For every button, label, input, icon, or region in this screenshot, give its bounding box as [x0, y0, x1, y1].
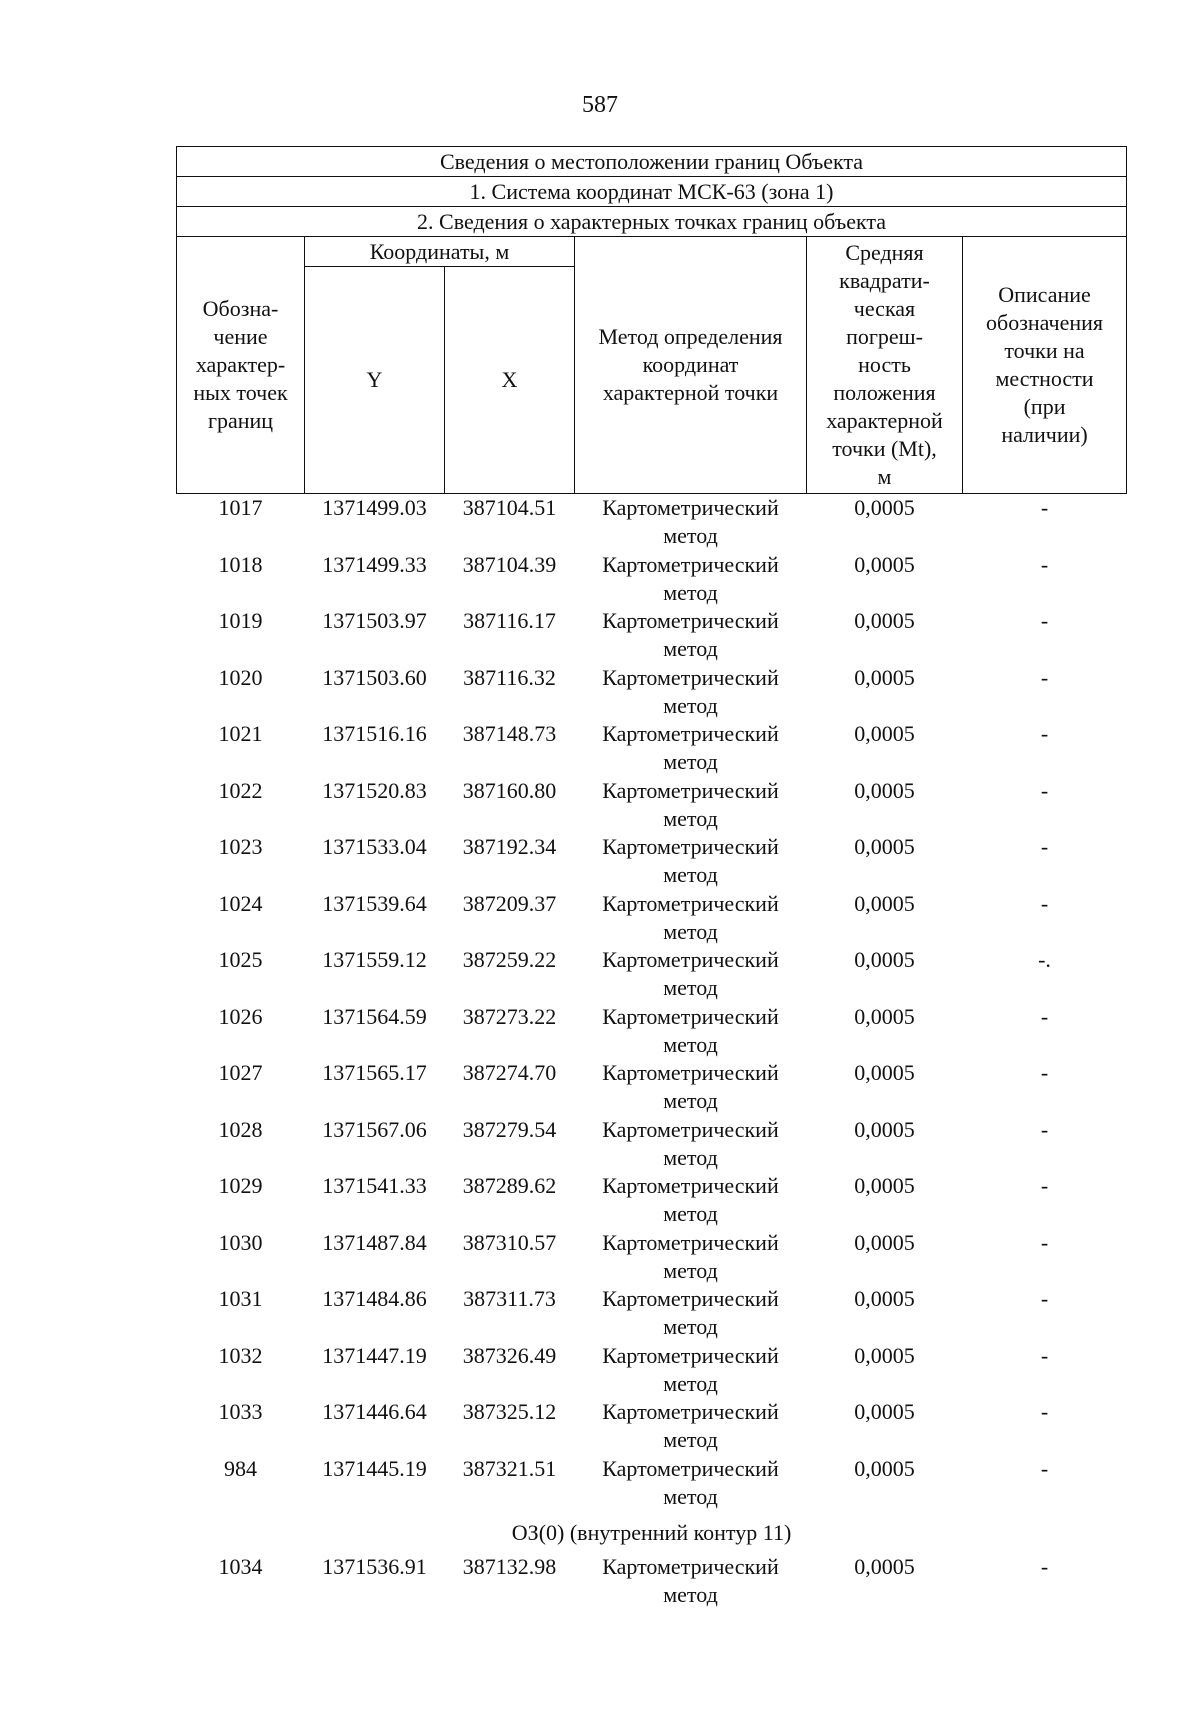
method — [575, 551, 807, 608]
method-line-2: метод — [663, 918, 718, 944]
coord-x: 387325.12 — [462, 1399, 557, 1424]
table-row — [177, 1398, 1127, 1455]
coord-x: 387104.51 — [462, 495, 557, 520]
coordinate-system: 1. Система координат МСК-63 (зона 1) — [177, 177, 1127, 207]
coord-y: 1371447.19 — [322, 1342, 427, 1368]
table-row — [177, 1229, 1127, 1286]
header-line: квадрати- — [839, 268, 930, 293]
mt-error: 0,0005 — [854, 1003, 915, 1029]
coord-x: 387274.70 — [462, 1060, 557, 1085]
coord-x: 387273.22 — [462, 1003, 557, 1029]
method — [575, 1455, 807, 1512]
coord-x: 387148.73 — [462, 721, 557, 746]
table-row — [177, 664, 1127, 721]
header-line: характерной — [826, 408, 943, 433]
method-line-1: Картометрический — [602, 1060, 779, 1085]
method — [575, 890, 807, 947]
method-line-1: Картометрический — [602, 834, 779, 859]
table-row — [177, 890, 1127, 947]
method — [575, 1285, 807, 1342]
coord-y: 1371516.16 — [322, 721, 427, 746]
method — [575, 1229, 807, 1286]
table-row — [177, 551, 1127, 608]
coord-y: 1371559.12 — [322, 947, 427, 972]
method-line-2: метод — [663, 692, 718, 718]
mt-error: 0,0005 — [854, 890, 915, 916]
table-row — [177, 1003, 1127, 1060]
coord-x: 387116.17 — [463, 608, 556, 633]
method — [575, 833, 807, 890]
mt-error: 0,0005 — [854, 947, 915, 972]
coord-y: 1371565.17 — [322, 1060, 427, 1085]
header-description — [963, 237, 1127, 494]
method-line-2: метод — [663, 975, 718, 1000]
method-line-2: метод — [663, 1582, 718, 1607]
mt-error: 0,0005 — [854, 1399, 915, 1424]
coord-x: 387132.98 — [462, 1554, 557, 1579]
coord-y: 1371539.64 — [322, 890, 427, 916]
table-title: Сведения о местоположении границ Объекта — [177, 147, 1127, 177]
mt-error: 0,0005 — [854, 1554, 915, 1579]
point-id: 1032 — [218, 1342, 263, 1368]
coord-x: 387279.54 — [462, 1116, 557, 1142]
method — [575, 664, 807, 721]
mt-error: 0,0005 — [854, 608, 915, 633]
method-line-2: метод — [663, 749, 718, 774]
mt-error: 0,0005 — [854, 1286, 915, 1311]
coord-y: 1371487.84 — [322, 1229, 427, 1255]
point-id: 1019 — [218, 608, 263, 633]
coord-y: 1371445.19 — [322, 1455, 427, 1481]
point-description: - — [1040, 608, 1049, 633]
point-description: - — [1040, 890, 1049, 916]
method-line-2: метод — [663, 1427, 718, 1452]
point-description: - — [1040, 834, 1049, 859]
method-line-2: метод — [663, 636, 718, 661]
method-line-2: метод — [663, 523, 718, 548]
mt-error: 0,0005 — [854, 1173, 915, 1198]
header-line: Обозна- — [202, 296, 279, 321]
table-row — [177, 1059, 1127, 1116]
point-id: 984 — [224, 1455, 257, 1481]
header-y: Y — [305, 267, 445, 494]
point-description: - — [1040, 1229, 1049, 1255]
point-id: 1033 — [218, 1399, 263, 1424]
point-id: 1029 — [218, 1173, 263, 1198]
method — [575, 777, 807, 834]
header-line: погреш- — [846, 324, 923, 349]
subsection-body — [177, 1511, 1127, 1553]
point-description: - — [1040, 664, 1049, 690]
table-row — [177, 1116, 1127, 1173]
coord-x: 387310.57 — [462, 1229, 557, 1255]
coord-y: 1371564.59 — [322, 1003, 427, 1029]
mt-error: 0,0005 — [854, 721, 915, 746]
point-description: - — [1040, 1173, 1049, 1198]
method — [575, 607, 807, 664]
point-id: 1023 — [218, 834, 263, 859]
coord-x: 387192.34 — [462, 834, 557, 859]
header-line: точки (Mt), — [832, 436, 937, 461]
header-line: характерной точки — [602, 380, 779, 405]
mt-error: 0,0005 — [854, 551, 915, 577]
method-line-1: Картометрический — [602, 1455, 779, 1481]
method-line-1: Картометрический — [602, 608, 779, 633]
method-line-2: метод — [663, 805, 718, 831]
point-description: - — [1040, 777, 1049, 803]
mt-error: 0,0005 — [854, 1455, 915, 1481]
method-line-1: Картометрический — [602, 1173, 779, 1198]
method-line-1: Картометрический — [602, 777, 779, 803]
header-designation — [177, 237, 305, 494]
method-line-1: Картометрический — [602, 721, 779, 746]
point-description: - — [1040, 1286, 1049, 1311]
table-row — [177, 720, 1127, 777]
method-line-2: метод — [663, 1144, 718, 1170]
method-line-2: метод — [663, 862, 718, 887]
coord-x: 387311.73 — [463, 1286, 556, 1311]
coord-x: 387326.49 — [462, 1342, 557, 1368]
method-line-2: метод — [663, 1031, 718, 1057]
header-line: Описание — [998, 282, 1091, 307]
coord-x: 387289.62 — [462, 1173, 557, 1198]
coord-y: 1371533.04 — [322, 834, 427, 859]
header-line: Средняя — [845, 240, 924, 265]
table-row — [177, 1285, 1127, 1342]
coord-x: 387104.39 — [462, 551, 557, 577]
method-line-2: метод — [663, 1314, 718, 1339]
section-title: 2. Сведения о характерных точках границ объекта — [177, 207, 1127, 237]
method — [575, 1398, 807, 1455]
method — [575, 1116, 807, 1173]
point-id: 1025 — [218, 947, 263, 972]
method-line-1: Картометрический — [602, 947, 779, 972]
mt-error: 0,0005 — [854, 664, 915, 690]
point-id: 1031 — [218, 1286, 263, 1311]
header-line: точки на — [1004, 338, 1085, 363]
header-line: ных точек — [193, 380, 288, 405]
method-line-2: метод — [663, 1370, 718, 1396]
coord-y: 1371541.33 — [322, 1173, 427, 1198]
point-id: 1024 — [218, 890, 263, 916]
method — [575, 946, 807, 1003]
header-error — [807, 237, 963, 494]
point-id: 1017 — [218, 495, 263, 520]
method-line-1: Картометрический — [602, 1342, 779, 1368]
method — [575, 494, 807, 551]
point-description: - — [1040, 551, 1049, 577]
method-line-1: Картометрический — [602, 1003, 779, 1029]
coord-y: 1371499.33 — [322, 551, 427, 577]
table-row — [177, 946, 1127, 1003]
header-line: характер- — [195, 352, 286, 377]
point-id: 1021 — [218, 721, 263, 746]
method-line-1: Картометрический — [602, 1399, 779, 1424]
coord-y: 1371503.60 — [322, 664, 427, 690]
method-line-1: Картометрический — [602, 1286, 779, 1311]
coord-y: 1371446.64 — [322, 1399, 427, 1424]
point-id: 1034 — [218, 1554, 263, 1579]
method-line-1: Картометрический — [602, 664, 779, 690]
header-line: местности — [995, 366, 1094, 391]
header-line: ность — [858, 352, 911, 377]
point-description: - — [1040, 1554, 1049, 1579]
table-header — [177, 147, 1127, 494]
method — [575, 1172, 807, 1229]
method — [575, 1003, 807, 1060]
method-line-2: метод — [663, 1201, 718, 1226]
table-body-after — [177, 1553, 1127, 1610]
table-row — [177, 607, 1127, 664]
header-line: м — [877, 464, 892, 489]
coord-y: 1371484.86 — [322, 1286, 427, 1311]
method — [575, 1342, 807, 1399]
method-line-2: метод — [663, 1257, 718, 1283]
method-line-2: метод — [663, 1483, 718, 1509]
point-description: - — [1040, 1116, 1049, 1142]
method — [575, 1059, 807, 1116]
table-row — [177, 1455, 1127, 1512]
header-line: координат — [642, 352, 739, 377]
header-line: обозначения — [986, 310, 1104, 335]
subsection-title: ОЗ(0) (внутренний контур 11) — [511, 1520, 792, 1545]
header-method — [575, 237, 807, 494]
point-id: 1020 — [218, 664, 263, 690]
header-line: границ — [207, 408, 274, 433]
coord-x: 387209.37 — [462, 890, 557, 916]
header-coordinates: Координаты, м — [305, 237, 575, 267]
point-description: - — [1040, 1060, 1049, 1085]
table-row — [177, 1172, 1127, 1229]
coord-x: 387116.32 — [463, 664, 556, 690]
method-line-1: Картометрический — [602, 551, 779, 577]
header-line: ческая — [853, 296, 916, 321]
point-id: 1026 — [218, 1003, 263, 1029]
table-row — [177, 1342, 1127, 1399]
coord-x: 387160.80 — [462, 777, 557, 803]
method — [575, 720, 807, 777]
boundary-points-table — [176, 146, 1127, 1610]
point-id: 1027 — [218, 1060, 263, 1085]
coord-y: 1371536.91 — [322, 1554, 427, 1579]
header-line: (при — [1023, 394, 1066, 419]
header-line: наличии) — [1001, 422, 1088, 447]
point-description: - — [1040, 1342, 1049, 1368]
mt-error: 0,0005 — [854, 777, 915, 803]
mt-error: 0,0005 — [854, 1060, 915, 1085]
point-id: 1018 — [218, 551, 263, 577]
method-line-2: метод — [663, 579, 718, 605]
table-row — [177, 777, 1127, 834]
point-description: - — [1040, 721, 1049, 746]
point-description: - — [1040, 1399, 1049, 1424]
mt-error: 0,0005 — [854, 1116, 915, 1142]
coord-y: 1371503.97 — [322, 608, 427, 633]
point-description: - — [1040, 1003, 1049, 1029]
mt-error: 0,0005 — [854, 834, 915, 859]
table-row — [177, 833, 1127, 890]
table-row — [177, 494, 1127, 551]
table-body — [177, 494, 1127, 1512]
mt-error: 0,0005 — [854, 495, 915, 520]
coord-y: 1371499.03 — [322, 495, 427, 520]
page-number: 587 — [582, 92, 618, 118]
coord-y: 1371567.06 — [322, 1116, 427, 1142]
method-line-1: Картометрический — [602, 495, 779, 520]
header-line: положения — [833, 380, 936, 405]
method-line-1: Картометрический — [602, 1554, 779, 1579]
mt-error: 0,0005 — [854, 1342, 915, 1368]
table-row — [177, 1553, 1127, 1610]
point-id: 1022 — [218, 777, 263, 803]
point-description: -. — [1038, 947, 1051, 972]
method-line-1: Картометрический — [602, 890, 779, 916]
coord-y: 1371520.83 — [322, 777, 427, 803]
coord-x: 387321.51 — [462, 1455, 557, 1481]
point-description: - — [1040, 1455, 1049, 1481]
header-x: X — [445, 267, 575, 494]
point-id: 1028 — [218, 1116, 263, 1142]
method — [575, 1553, 807, 1610]
mt-error: 0,0005 — [854, 1229, 915, 1255]
method-line-1: Картометрический — [602, 1229, 779, 1255]
header-line: чение — [213, 324, 268, 349]
header-line: Метод определения — [598, 324, 783, 349]
method-line-2: метод — [663, 1088, 718, 1113]
method-line-1: Картометрический — [602, 1116, 779, 1142]
coord-x: 387259.22 — [462, 947, 557, 972]
point-id: 1030 — [218, 1229, 263, 1255]
point-description: - — [1040, 495, 1049, 520]
